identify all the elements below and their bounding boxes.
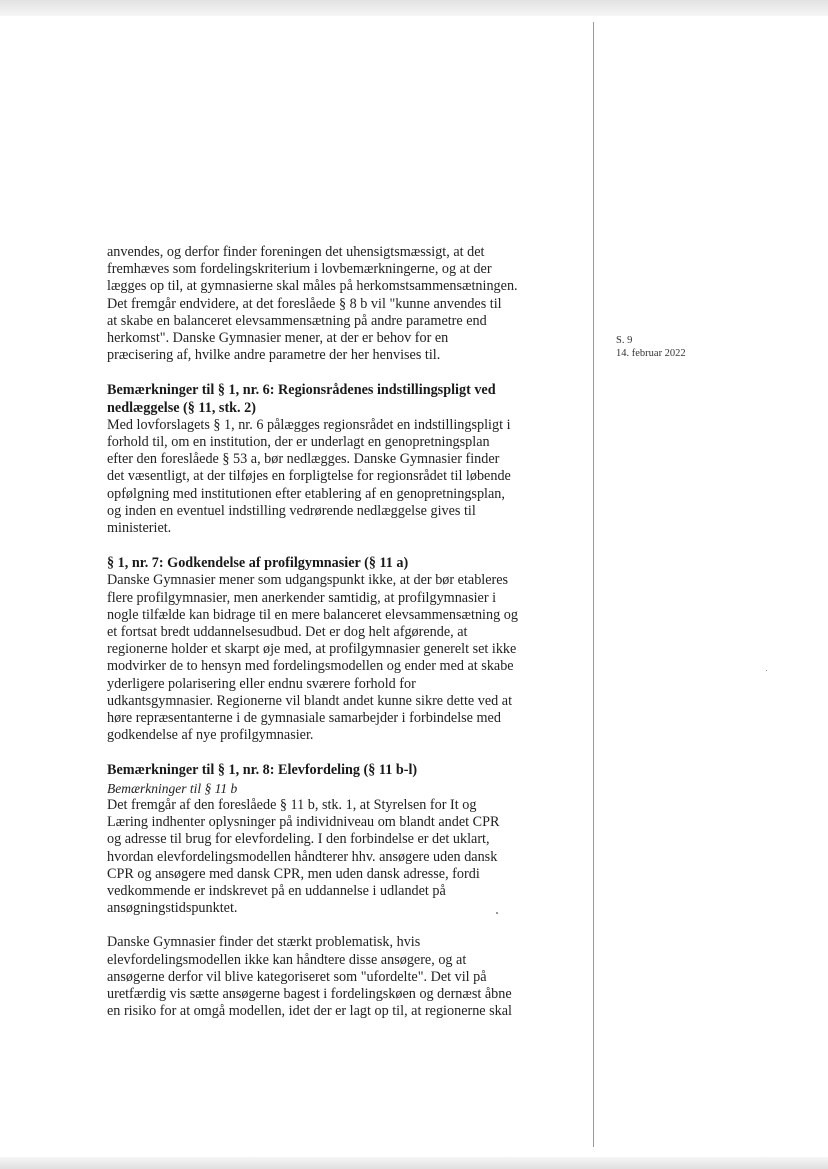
text-line: ansøgningstidspunktet.: [107, 900, 238, 917]
text-line: at skabe en balanceret elevsammensætning på andre parametre end: [107, 312, 487, 329]
text-line: yderligere polarisering eller endnu sværere forhold for: [107, 675, 416, 692]
scan-edge-top: [0, 0, 828, 16]
page-meta: [616, 334, 686, 360]
text-line: uretfærdig vis sætte ansøgerne bagest i fordelingskøen og dernæst åbne: [107, 985, 512, 1002]
scan-speck: [496, 912, 498, 914]
section-heading: Bemærkninger til § 1, nr. 6: Regionsrådenes indstillingspligt ved: [107, 382, 496, 399]
document-date: 14. februar 2022: [616, 348, 686, 359]
text-line: præcisering af, hvilke andre parametre der her henvises til.: [107, 347, 441, 364]
text-line: flere profilgymnasier, men anerkender samtidig, at profilgymnasier i: [107, 589, 497, 606]
section-nr-8: [107, 762, 569, 1020]
margin-divider: [593, 22, 594, 1147]
section-subheading: Bemærkninger til § 11 b: [107, 780, 238, 796]
intro-paragraph: [107, 244, 569, 364]
text-line: lægges op til, at gymnasierne skal måles på herkomstsammensætningen.: [107, 278, 518, 295]
text-line: Med lovforslagets § 1, nr. 6 pålægges regionsrådet en indstillingspligt i: [107, 416, 511, 433]
text-line: CPR og ansøgere med dansk CPR, men uden dansk adresse, fordi: [107, 865, 480, 882]
text-line: opfølgning med institutionen efter etablering af en genopretningsplan,: [107, 485, 505, 502]
text-line: godkendelse af nye profilgymnasier.: [107, 727, 314, 744]
scan-edge-bottom: [0, 1157, 828, 1169]
text-line: Danske Gymnasier mener som udgangspunkt ikke, at der bør etableres: [107, 572, 509, 589]
text-line: og inden en eventuel indstilling vedrørende nedlæggelse gives til: [107, 502, 476, 519]
spacer: [107, 744, 569, 762]
section-nr-7: [107, 555, 569, 744]
text-line: ministeriet.: [107, 520, 172, 537]
section-paragraph: [107, 934, 569, 1020]
text-line: Danske Gymnasier finder det stærkt problematisk, hvis: [107, 934, 421, 951]
text-line: Det fremgår af den foreslåede § 11 b, stk. 1, at Styrelsen for It og: [107, 796, 477, 813]
text-line: forhold til, om en institution, der er underlagt en genopretningsplan: [107, 434, 490, 451]
text-line: en risiko for at omgå modellen, idet der er lagt op til, at regionerne skal: [107, 1003, 513, 1020]
spacer: [107, 537, 569, 555]
text-line: efter den foreslåede § 53 a, bør nedlægges. Danske Gymnasier finder: [107, 451, 500, 468]
text-line: ansøgerne derfor vil blive kategoriseret som "ufordelte". Det vil på: [107, 968, 487, 985]
spacer: [107, 917, 569, 934]
text-line: nogle tilfælde kan bidrage til en mere balanceret elevsammensætning og: [107, 606, 518, 623]
text-line: elevfordelingsmodellen ikke kan håndtere disse ansøgere, og at: [107, 951, 467, 968]
text-line: hvordan elevfordelingsmodellen håndterer hhv. ansøgere uden dansk: [107, 848, 498, 865]
text-line: et fortsat bredt uddannelsesudbud. Det er dog helt afgørende, at: [107, 624, 468, 641]
text-line: vedkommende er indskrevet på en uddannelse i udlandet på: [107, 882, 446, 899]
text-line: Læring indhenter oplysninger på individniveau om blandt andet CPR: [107, 814, 500, 831]
section-heading: Bemærkninger til § 1, nr. 8: Elevfordeling (§ 11 b-l): [107, 762, 418, 779]
body-text: [107, 244, 569, 1020]
text-line: høre repræsentanterne i de gymnasiale samarbejder i forbindelse med: [107, 710, 501, 727]
page-number: S. 9: [616, 335, 633, 346]
text-line: anvendes, og derfor finder foreningen det uhensigtsmæssigt, at det: [107, 244, 485, 260]
text-line: og adresse til brug for elevfordeling. I den forbindelse er det uklart,: [107, 831, 490, 848]
section-heading: § 1, nr. 7: Godkendelse af profilgymnasier (§ 11 a): [107, 555, 409, 572]
text-line: det væsentligt, at der tilføjes en forpligtelse for regionsrådet til løbende: [107, 468, 511, 485]
section-paragraph: [107, 417, 569, 537]
section-paragraph: [107, 797, 569, 917]
spacer: [107, 364, 569, 382]
text-line: modvirker de to hensyn med fordelingsmodellen og ender med at skabe: [107, 658, 514, 675]
scan-speck: [766, 670, 767, 671]
text-line: Det fremgår endvidere, at det foreslåede § 8 b vil "kunne anvendes til: [107, 295, 502, 312]
text-line: fremhæves som fordelingskriterium i lovbemærkningerne, og at der: [107, 261, 492, 278]
section-nr-6: [107, 382, 569, 537]
section-paragraph: [107, 572, 569, 744]
section-heading: nedlæggelse (§ 11, stk. 2): [107, 399, 256, 416]
text-line: regionerne holder et skarpt øje med, at profilgymnasier generelt set ikke: [107, 641, 517, 658]
text-line: udkantsgymnasier. Regionerne vil blandt andet kunne sikre dette ved at: [107, 692, 513, 709]
text-line: herkomst". Danske Gymnasier mener, at der er behov for en: [107, 330, 449, 347]
